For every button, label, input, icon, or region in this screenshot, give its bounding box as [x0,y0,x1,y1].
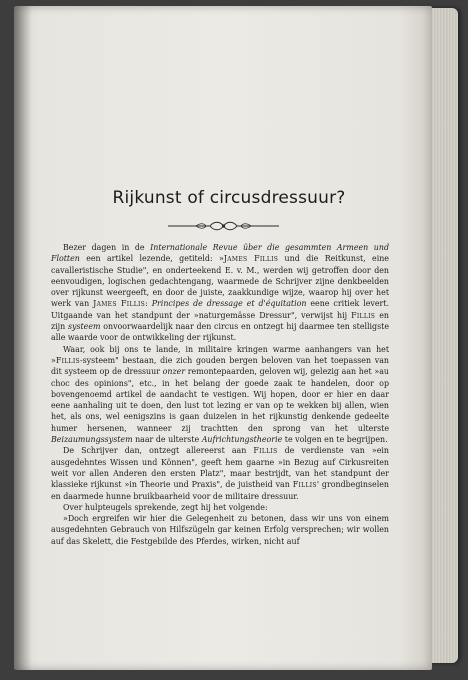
text-run: ' grondbeginselen en daarmede hunne bruikbaarheid voor de militaire dressuur. [51,480,389,501]
text-run: remontepaarden, geloven wij, gelezig aan het »au choc des opinions", etc., in het belang der goede zaak te handelen, door op bovengenoemd artikel de aandacht te vestigen. Wij hopen, door er hier en daar eene aanhaling uit te doen, den lust tot lezing er van op te wekken bij allen, wien het, als ons, wel eenigszins is gaan duizelen in het rijkunstig denkende gedeelte humer hersenen, wanneer zij trachtten den sprong van het ulterste [51,367,390,433]
text-run: de verdienste van »ein ausgedehntes Wissen und Können", geeft hem gaarne »in Bezug auf Cirkusreiten weit vor allen Anderen den ersten Platz", maar bestrijdt, van het standpunt der klassieke rijkunst »in Theorie und Praxis", de juistheid van [51,446,389,490]
book-page [14,6,432,670]
smallcaps-name: Fillis [351,310,376,320]
text-run: eene critiek levert. Uitgaande van het standpunt der »naturgemässe Dressur", verwijst hij [51,299,389,320]
smallcaps-name: Fillis [292,480,317,490]
italic-text: Internationale Revue über die gesammten Armeen und Flotten [51,243,389,264]
text-run: te volgen en te begrijpen. [282,435,388,445]
decorative-flourish-icon [166,219,281,233]
italic-text: systeem [67,322,101,332]
italic-text: Aufrichtungstheorie [201,435,283,445]
article-body [51,242,389,547]
page-title: Rijkunst of circusdressuur? [112,188,346,208]
smallcaps-name: Fillis [55,355,80,365]
italic-text: onzer [162,367,186,377]
spine-shadow [14,6,32,670]
text-run: : [145,299,152,309]
text-run: en zijn [51,310,389,332]
text-run: een artikel lezende, getiteld: » [79,254,224,264]
paragraph [51,513,389,547]
italic-text: Principes de dressage et d'équitation [151,299,307,309]
text-run: Waar, ook bij ons te lande, in militaire kringen warme aanhangers van het » [51,344,389,365]
smallcaps-name: Fillis [253,446,278,456]
text-run: Over hulpteugels sprekende, zegt hij het volgende: [63,502,268,512]
text-run: und die Reitkunst, eine cavalleristische Studie", en onderteekend E. v. M., werden wij getroffen door den eenvoudigen, logischen gedachtengang, waarmede de Schrijver zijne denkbeelden over rijkunst weergeeft, en door de juiste, zaakkundige wijze, waarop hij over het werk van [51,254,389,309]
text-run: De Schrijver dan, ontzegt allereerst aan [63,446,254,456]
text-run: Bezer dagen in de [63,243,151,252]
text-run: onvoorwaardelijk naar den circus en ontzegt hij daarmee ten stelligste alle waarde voor de ontwikkeling der rijkunst. [51,322,389,343]
smallcaps-name: James Fillis [93,299,146,309]
smallcaps-name: James Fillis [223,254,279,264]
paragraph [51,502,389,513]
paragraph [51,344,389,446]
paragraph [51,242,389,344]
italic-text: Beizaumungssystem [51,435,133,445]
paragraph [51,445,389,501]
text-run: »Doch ergreifen wir hier die Gelegenheit zu betonen, dass wir uns von einem ausgedehnten Gebrauch von Hilfszügeln gar keinen Erfolg versprechen; wir wollen auf das Skelett, die Festgebilde des Pferdes, wirken, nicht auf [51,514,389,546]
text-run: -systeem" bestaan, die zich gouden bergen beloven van het toepassen van dit systeem op de dressuur [51,355,389,377]
text-run: naar de ulterste [132,435,202,445]
